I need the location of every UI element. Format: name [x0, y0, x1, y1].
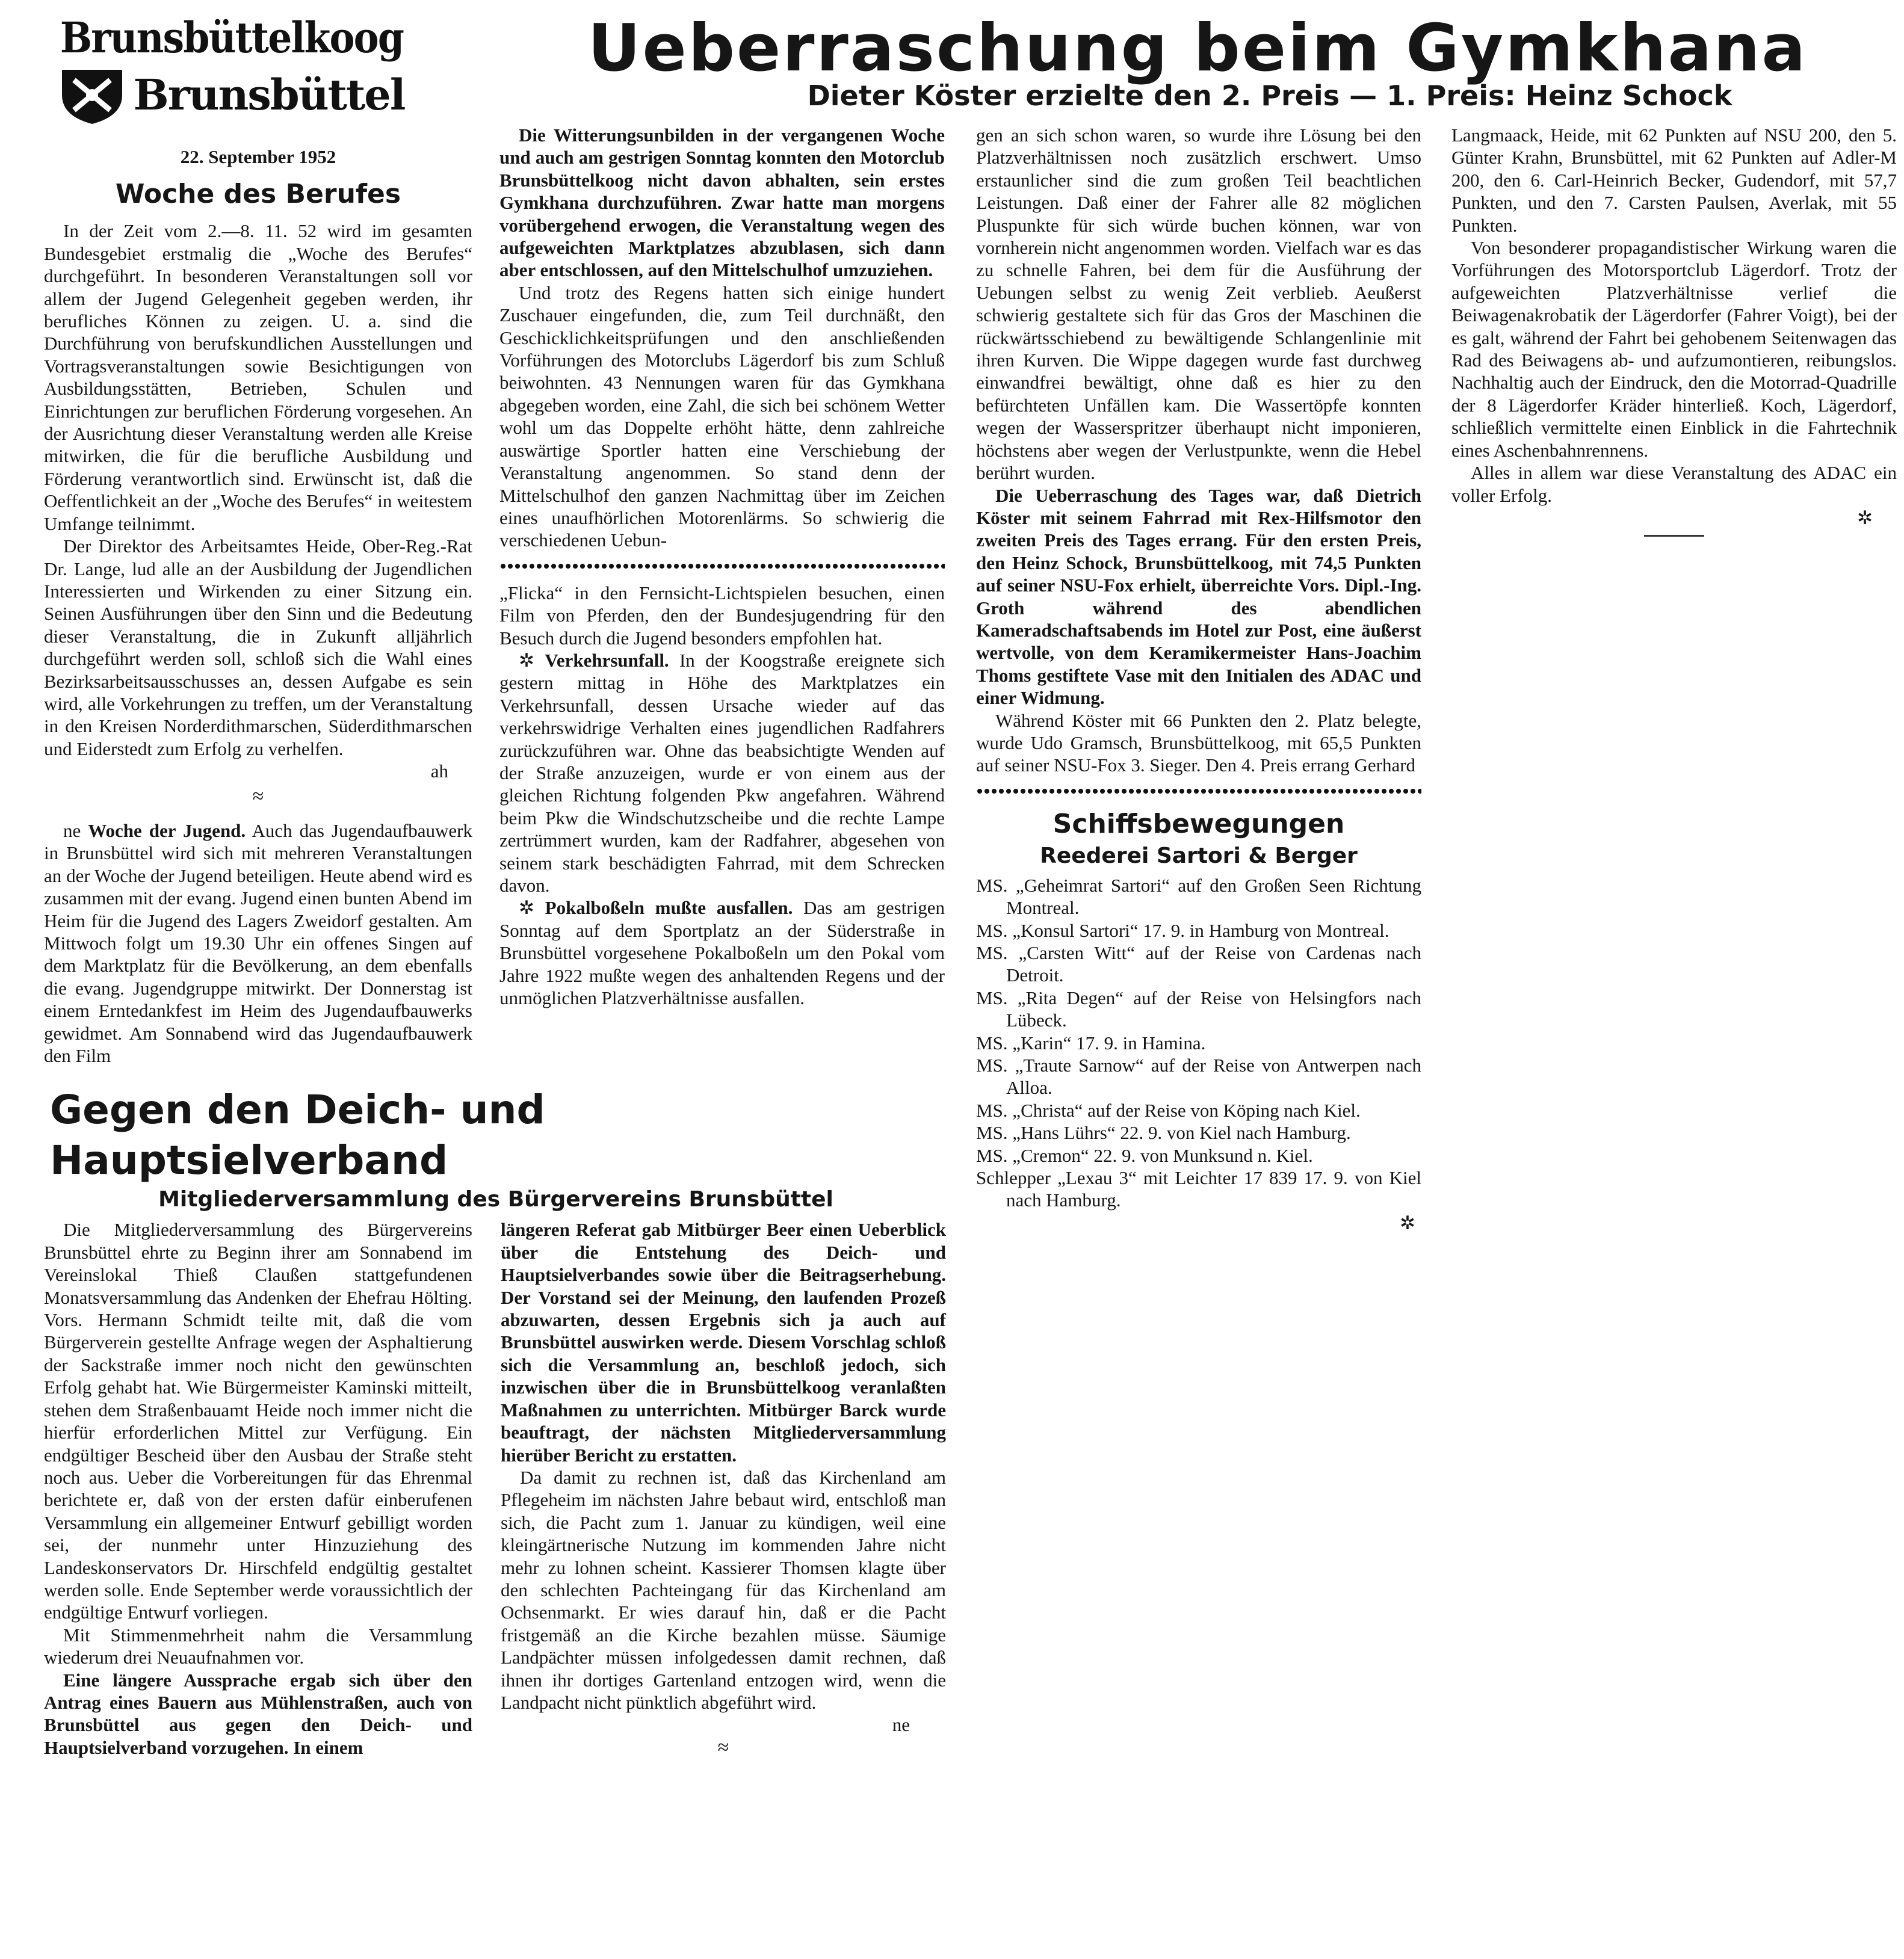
paragraph: Die Mitgliederversammlung des Bürgervereins Brunsbüttel ehrte zu Beginn ihrer am Sonnabend im Vereinslokal Thieß Claußen stattgefundenen Monatsversammlung das Andenken der Ehefrau Hölting. Vors. Hermann Schmidt teilte mit, daß die vom Bürgerverein gestellte Anfrage wegen der Asphaltierung der Sackstraße immer noch nicht den gewünschten Erfolg gehabt hat. Wie Bürgermeister Kaminski mitteilt, stehen dem Straßenbauamt Heide noch immer nicht die hierfür erforderlichen Mittel zur Verfügung. Ein endgültiger Bescheid über den Ausbau der Straße steht noch aus. Ueber die Vorbereitungen für das Ehrenmal berichtete er, daß von der ersten dafür einberufenen Versammlung ein allgemeiner Entwurf gebilligt worden sei, der nunmehr unter Hinzuziehung des Landeskonservators Dr. Hirschfeld endgültig gestaltet werden solle. Ende September werde voraussichtlich der endgültige Entwurf vorliegen.	[44, 1219, 472, 1623]
ship-item: MS. „Rita Degen“ auf der Reise von Helsingfors nach Lübeck.	[976, 987, 1421, 1031]
end-rule	[1644, 535, 1704, 537]
column-1	[44, 124, 472, 1067]
ship-item: MS. „Karin“ 17. 9. in Hamina.	[976, 1032, 1206, 1054]
paragraph: Der Direktor des Arbeitsamtes Heide, Ober-Reg.-Rat Dr. Lange, lud alle an der Ausbildung der Jugendlichen Interessierten und Wirkenden zu einer Sitzung ein. Seinen Ausführungen über den Sinn und die Bedeutung dieser Veranstaltung, die in Zukunft alljährlich durchgeführt werden soll, schloß sich die Wahl eines Bezirksarbeitsausschusses an, dessen Aufgabe es sein wird, alle Vorkehrungen zu treffen, um der Veranstaltung in den Kreisen Norderdithmarschen, Süderdithmarschen und Eiderstedt zum Erfolg zu verhelfen.	[44, 535, 472, 759]
star-icon: ✲	[1857, 507, 1873, 528]
local-news-column	[499, 582, 945, 1010]
gymkhana-subhead: Dieter Köster erzielte den 2. Preis — 1. Preis: Heinz Schock	[807, 79, 1732, 112]
author-signature: ah	[430, 760, 448, 782]
paragraph: Während Köster mit 66 Punkten den 2. Platz belegte, wurde Udo Gramsch, Brunsbüttelkoog, mit 65,5 Punkten auf seiner NSU-Fox 3. Sieger. Den 4. Preis errang Gerhard	[976, 709, 1421, 776]
paragraph: Langmaack, Heide, mit 62 Punkten auf NSU 200, den 5. Günter Krahn, Brunsbüttel, mit 62 Punkten auf Adler-M 200, den 6. Carl-Heinrich Becker, Gudendorf, mit 57,7 Punkten, und den 7. Carsten Paulsen, Averlak, mit 55 Punkten.	[1451, 125, 1897, 236]
left-group	[44, 124, 948, 1759]
paragraph: Alles in allem war diese Veranstaltung des ADAC ein voller Erfolg.	[1451, 462, 1897, 506]
paragraph: Auch das Jugendaufbauwerk in Brunsbüttel wird sich mit mehreren Veranstaltungen an der Woche der Jugend beteiligen. Heute abend wird es zusammen mit der evang. Jugend einen bunten Abend im Heim für die Jugend des Lagers Zweidorf gestalten. Am Mittwoch folgt um 19.30 Uhr ein offenes Singen auf dem Marktplatz für die Bevölkerung, an dem ebenfalls die evang. Jugendgruppe mitwirkt. Der Donnerstag ist einem Erntedankfest im Heim des Jugendaufbauwerks gewidmet. Am Sonnabend wird das Jugendaufbauwerk den Film	[44, 819, 473, 1067]
gymkhana-lead: Die Witterungsunbilden in der vergangenen Woche und auch am gestrigen Sonntag konnten den Motorclub Brunsbüttelkoog nicht davon abhalten, sein erstes Gymkhana durchzuführen. Zwar hatte man morgens vorübergehend erwogen, die Veranstaltung wegen des aufgeweichten Marktplatzes abzublasen, sich dann aber entschlossen, auf den Mittelschulhof umzuziehen.	[499, 125, 945, 281]
ship-item: MS. „Hans Lührs“ 22. 9. von Kiel nach Hamburg.	[976, 1122, 1351, 1144]
gymkhana-column-1	[499, 124, 945, 552]
lead-in: Woche der Jugend.	[88, 819, 246, 841]
gymkhana-column-2	[976, 124, 1421, 777]
masthead-line1: Brunsbüttelkoog	[60, 13, 404, 63]
ship-item: MS. „Cremon“ 22. 9. von Munksund n. Kiel.	[976, 1144, 1313, 1166]
gymkhana-headline: Ueberraschung beim Gymkhana	[587, 11, 1808, 86]
divider	[499, 563, 945, 570]
masthead-logo	[36, 11, 427, 125]
gymkhana-column-3	[1451, 124, 1897, 537]
paragraph: In der Zeit vom 2.—8. 11. 52 wird im gesamten Bundesgebiet erstmalig die „Woche des Berufes“ durchgeführt. In besonderen Veranstaltungen soll vor allem der Jugend Gelegenheit gegeben werden, ihr berufliches Können zu zeigen. U. a. sind die Durchführung von berufskundlichen Ausstellungen und Vortragsveranstaltungen sowie Besichtigungen von Ausbildungsstätten, Betrieben, Schulen und Einrichtungen zur beruflichen Förderung vorgesehen. An der Ausrichtung dieser Veranstaltung werden alle Kreise mitwirken, die für die berufliche Ausbildung und Förderung verantwortlich sind. Erwünscht ist, daß die Oeffentlichkeit an der „Woche des Berufes“ in weitestem Umfange teilnimmt.	[44, 220, 472, 534]
deich-subhead: Mitgliederversammlung des Bürgervereins Brunsbüttel	[158, 1187, 833, 1212]
column-3	[976, 124, 1421, 1234]
ship-item: MS. „Carsten Witt“ auf der Reise von Cardenas nach Detroit.	[976, 942, 1421, 986]
ships-subtitle: Reederei Sartori & Berger	[1040, 843, 1358, 868]
paragraph: Von besonderer propagandistischer Wirkung waren die Vorführungen des Motorsportclub Lägerdorf. Trotz der aufgeweichten Platzverhältnisse verlief die Beiwagenakrobatik der Lägerdorfer (Fahrer Voigt), bei der es galt, während der Fahrt bei gehobenem Seitenwagen das Rad des Beiwagens ab- und aufzumontieren, reibungslos. Nachhaltig auch der Eindruck, den die Motorrad-Quadrille der 8 Lägerdorfer Kräder hinterließ. Koch, Lägerdorf, schließlich vermittelte einen Einblick in die Fahrtechnik eines Aschenbahnrennens.	[1451, 237, 1897, 461]
deich-column-2	[501, 1218, 946, 1759]
masthead-line2: Brunsbüttel	[133, 70, 405, 120]
paragraph: Und trotz des Regens hatten sich einige hundert Zuschauer eingefunden, die, zum Teil durchnäßt, den Geschicklichkeitsprüfungen und den anschließenden Vorführungen des Motorclubs Lägerdorf bis zum Schluß beiwohnten. 43 Nennungen waren für das Gymkhana abgegeben worden, eine Zahl, die sich bei schönem Wetter wohl um das Doppelte erhöht hätte, denn zahlreiche auswärtige Sportler hatten eine Verschiebung der Veranstaltung angenommen. So stand denn der Mittelschulhof den ganzen Nachmittag über im Zeichen eines unaufhörlichen Motorenlärms. So schwierig die verschiedenen Uebun-	[499, 282, 945, 551]
paragraph-bold: Eine längere Aussprache ergab sich über den Antrag eines Bauern aus Mühlenstraßen, auch von Brunsbüttel aus gegen den Deich- und Hauptsielverband vorzugehen. In einem	[44, 1669, 472, 1758]
paragraph-bold: längeren Referat gab Mitbürger Beer einen Ueberblick über die Entstehung des Deich- und Hauptsielverbandes sowie über die Beitragserhebung. Der Vorstand sei der Meinung, den laufenden Prozeß abzuwarten, dessen Ergebnis sich ja auch auf Brunsbüttel auswirken werde. Diesem Vorschlag schloß sich die Versammlung an, beschloß jedoch, sich inzwischen über die in Brunsbüttelkoog veranlaßten Maßnahmen zu unterrichten. Mitbürger Barck wurde beauftragt, der nächsten Mitgliederversammlung hierüber Bericht zu erstatten.	[501, 1219, 946, 1466]
right-group	[976, 124, 1897, 1234]
paragraph: Da damit zu rechnen ist, daß das Kirchenland am Pflegeheim im nächsten Jahre bebaut wird, entschloß man sich, die Pacht zum 1. Januar zu kündigen, weil eine kleingärtnerische Nutzung im kommenden Jahre nicht mehr zu lohnen scheint. Kassierer Thomsen klagte über den schlechten Pachteingang für das Kirchenland am Ochsenmarkt. Er wies darauf hin, daß er die Pacht fristgemäß an die Kirche bezahlen müsse. Säumige Landpächter müssen infolgedessen damit rechnen, daß ihnen ihr dortiges Gartenland entzogen wird, wenn die Landpacht nicht pünktlich abgeführt wird.	[501, 1466, 946, 1713]
page-columns	[44, 124, 1897, 1759]
issue-date: 22. September 1952	[180, 146, 336, 167]
ship-item: MS. „Konsul Sartori“ 17. 9. in Hamburg von Montreal.	[976, 919, 1389, 941]
paragraph: Das am gestrigen Sonntag auf dem Sportplatz an der Süderstraße in Brunsbüttel vorgesehene Pokalboßeln um den Pokal vom Jahre 1922 mußte wegen des anhaltenden Regens und der unmöglichen Platzverhältnisse ausfallen.	[499, 897, 945, 1009]
author-prefix: ne	[63, 819, 81, 841]
ships-title: Schiffsbewegungen	[1052, 808, 1345, 839]
lead-in: Pokalboßeln mußte ausfallen.	[545, 897, 793, 919]
deich-column-1	[44, 1218, 472, 1759]
ship-item: MS. „Christa“ auf der Reise von Köping nach Kiel.	[976, 1099, 1361, 1121]
paragraph: „Flicka“ in den Fernsicht-Lichtspielen besuchen, einen Film von Pferden, den der Bundesjugendring für den Besuch durch die Jugend besonders empfohlen hat.	[499, 582, 945, 649]
schiffsbewegungen	[976, 807, 1421, 1235]
separator-mark: ≈	[717, 1736, 729, 1759]
coat-of-arms-icon	[59, 65, 125, 125]
ship-item: Schlepper „Lexau 3“ mit Leichter 17 839 17. 9. von Kiel nach Hamburg.	[976, 1167, 1421, 1211]
star-icon: ✲	[519, 897, 534, 919]
paragraph: In der Koogstraße ereignete sich gestern mittag in Höhe des Marktplatzes ein Verkehrsunfall, dessen Ursache wieder auf das verkehrswidrige Verhalten eines jugendlichen Radfahrers zurückzuführen war. Ohne das beabsichtigte Wenden auf der Straße anzuzeigen, wurde er von einem aus der gleichen Richtung folgenden Pkw angefahren. Während beim Pkw die Windschutzscheibe und die rechte Lampe zertrümmert wurden, kam der Radfahrer, abgesehen von seinem stark beschädigten Fahrrad, mit dem Schrecken davon.	[499, 649, 945, 896]
paragraph-bold: Die Ueberraschung des Tages war, daß Dietrich Köster mit seinem Fahrrad mit Rex-Hilfsmotor den zweiten Preis des Tages errang. Für den ersten Preis, den Heinz Schock, Brunsbüttelkoog, mit 74,5 Punkten auf seiner NSU-Fox erhielt, überreichte Vors. Dipl.-Ing. Groth während des abendlichen Kameradschaftsabends im Hotel zur Post, eine äußerst wertvolle, von dem Keramikermeister Hans-Joachim Thoms gestiftete Vase mit den Initialen des ADAC und einer Widmung.	[976, 484, 1421, 709]
ship-item: MS. „Traute Sarnow“ auf der Reise von Antwerpen nach Alloa.	[976, 1055, 1421, 1099]
star-icon: ✲	[519, 649, 534, 671]
divider	[976, 788, 1421, 795]
separator-mark: ≈	[252, 785, 264, 807]
author-signature: ne	[892, 1714, 910, 1736]
deich-headline: Gegen den Deich- und Hauptsielverband	[50, 1087, 545, 1184]
article-woche-des-berufes	[44, 176, 472, 807]
lead-in: Verkehrsunfall.	[545, 649, 669, 671]
ship-item: MS. „Geheimrat Sartori“ auf den Großen Seen Richtung Montreal.	[976, 874, 1421, 919]
column-2	[499, 124, 945, 1009]
paragraph: Mit Stimmenmehrheit nahm die Versammlung wiederum drei Neuaufnahmen vor.	[44, 1624, 472, 1668]
article-deichverband	[44, 1085, 948, 1759]
article-woche-der-jugend	[44, 819, 472, 1067]
star-icon: ✲	[1400, 1212, 1415, 1233]
article-title: Woche des Berufes	[115, 179, 401, 210]
paragraph: gen an sich schon waren, so wurde ihre Lösung bei den Platzverhältnissen noch zusätzlich erschwert. Umso erstaunlicher sind die zum großen Teil beachtlichen Leistungen. Daß einer der Fahrer alle 82 möglichen Pluspunkte für sich würde buchen können, war von vornherein nicht angenommen worden. Vielfach war es das zu schnelle Fahren, bei dem für die Ausführung der Uebungen selbst zu wenig Zeit verblieb. Aeußerst schwierig gestaltete sich für das Gros der Maschinen die rückwärtsschiebend zu bewältigende Schlangenlinie mit ihren Kurven. Die Wippe dagegen wurde fast durchweg einwandfrei bewältigt, ohne daß es hier zu den befürchteten Unfällen kam. Die Wassertöpfe konnten wegen der Wasserspritzer überhaupt nicht imponieren, höchstens aber wegen der Verlustpunkte, wenn die Hebel berührt wurden.	[976, 125, 1421, 484]
